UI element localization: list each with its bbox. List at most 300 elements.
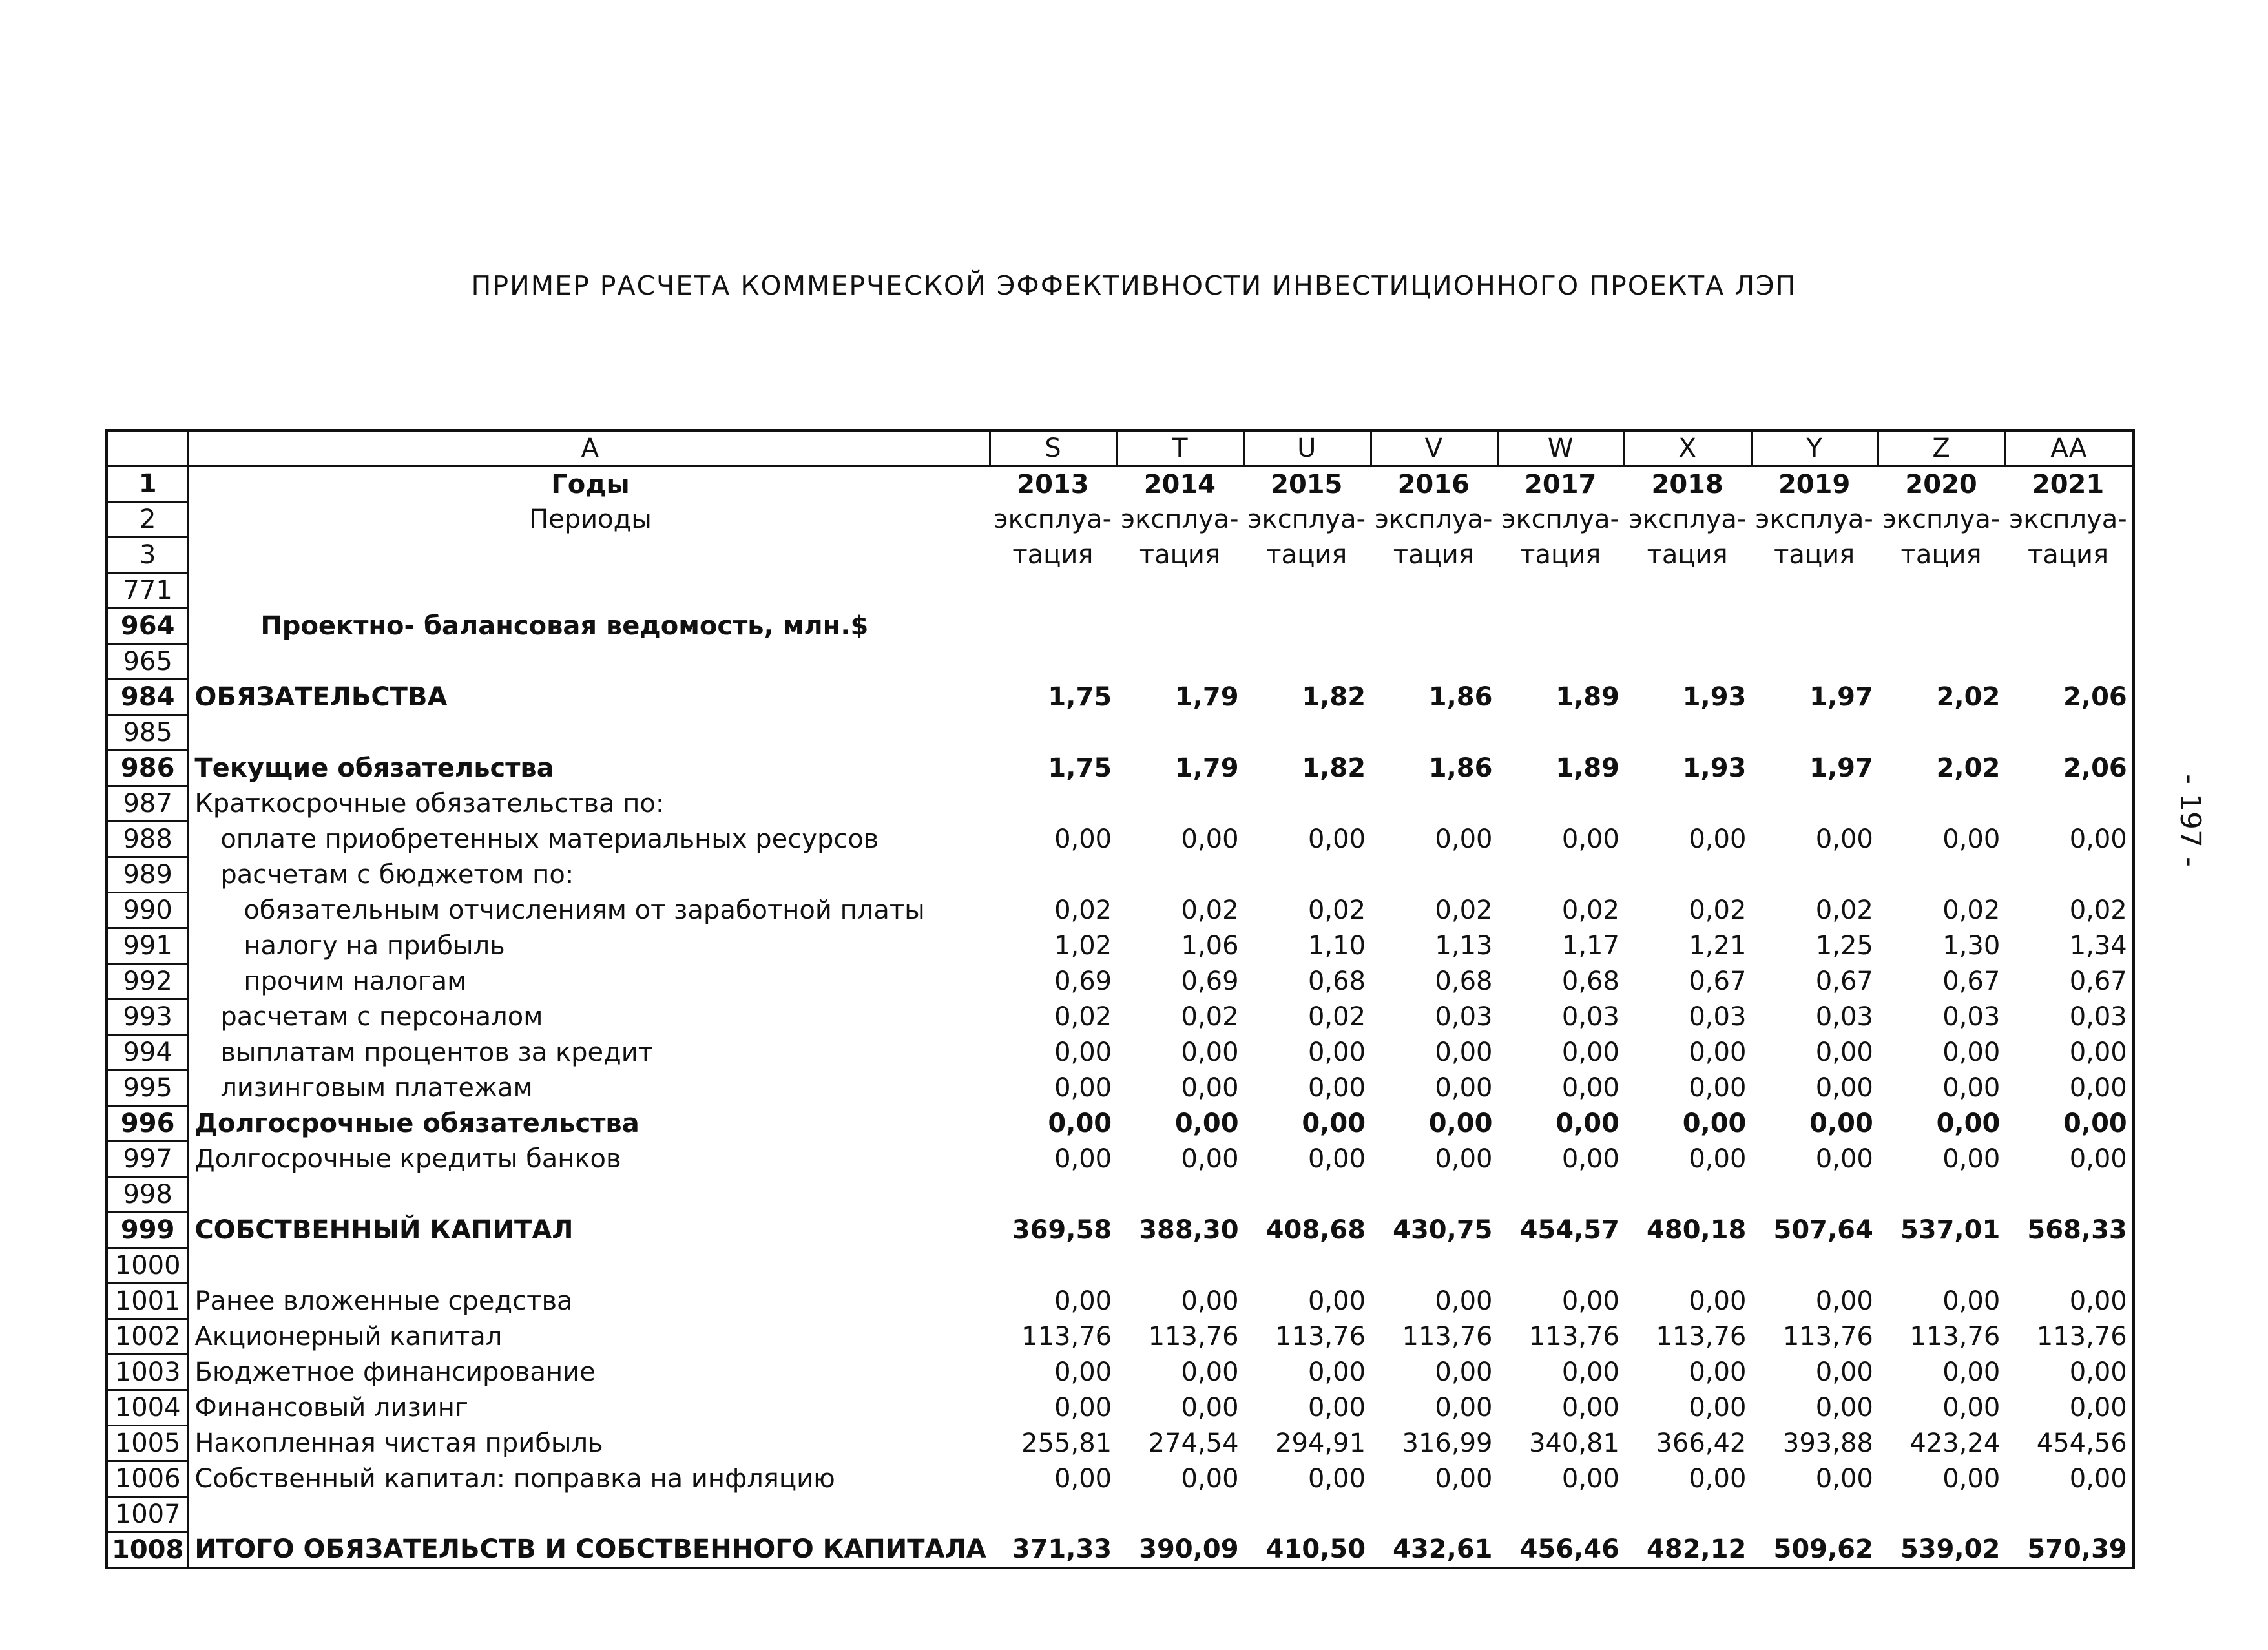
value-cell: 0,00	[1561, 1393, 1619, 1423]
value-cell	[1244, 715, 1371, 751]
value-cell	[1878, 1497, 2005, 1532]
value-cell: 0,00	[1307, 1357, 1366, 1387]
value-cell: 2,06	[2005, 751, 2133, 786]
value-cell: 1,13	[1435, 931, 1493, 961]
value-cell: 0,00	[1942, 1357, 2001, 1387]
column-letter-y: Y	[1751, 430, 1878, 466]
value-cell: 1,79	[1174, 682, 1239, 712]
value-cell	[1497, 857, 1624, 893]
value-cell: тация	[1774, 540, 1855, 570]
row-number: 990	[107, 893, 189, 928]
value-cell: 0,00	[1181, 1393, 1239, 1423]
value-cell: 0,00	[1815, 1038, 1873, 1067]
value-cell: 0,68	[1435, 966, 1493, 996]
value-cell: 0,03	[1689, 1002, 1747, 1032]
row-label: СОБСТВЕННЫЙ КАПИТАЛ	[189, 1213, 990, 1248]
row-label	[189, 715, 990, 751]
value-cell	[1117, 644, 1243, 680]
value-cell: 0,69	[1054, 966, 1112, 996]
value-cell: 0,00	[1689, 824, 1747, 854]
value-cell	[1244, 1248, 1371, 1284]
row-label	[189, 1497, 990, 1532]
value-cell: эксплуа-	[2005, 502, 2133, 538]
row-number: 992	[107, 964, 189, 999]
value-cell	[1625, 1248, 1751, 1284]
value-cell: 0,00	[1435, 824, 1493, 854]
value-cell	[990, 715, 1117, 751]
value-cell	[2005, 786, 2133, 822]
value-cell: 0,02	[1181, 1002, 1239, 1032]
value-cell: тация	[2005, 538, 2133, 573]
value-cell: 113,76	[1528, 1322, 1619, 1352]
value-cell: 2014	[1143, 469, 1216, 499]
column-header-row	[107, 430, 2134, 466]
value-cell: 0,00	[1435, 1464, 1493, 1494]
row-label: лизинговым платежам	[189, 1070, 990, 1106]
row-number: 1006	[107, 1461, 189, 1497]
value-cell: тация	[1266, 540, 1347, 570]
value-cell: 0,03	[1561, 1002, 1619, 1032]
table-row	[107, 786, 2134, 822]
value-cell: 393,88	[1782, 1428, 1873, 1458]
row-label	[189, 1177, 990, 1213]
corner-cell	[107, 430, 189, 466]
row-label: ОБЯЗАТЕЛЬСТВА	[189, 680, 990, 715]
table-row	[107, 538, 2134, 573]
value-cell: 408,68	[1265, 1215, 1366, 1245]
value-cell: 0,00	[1054, 1073, 1112, 1103]
value-cell: тация	[1012, 540, 1094, 570]
value-cell	[1117, 786, 1243, 822]
value-cell: эксплуа-	[1375, 505, 1493, 534]
value-cell: 1,93	[1682, 753, 1747, 783]
value-cell: 0,00	[1435, 1144, 1493, 1174]
value-cell: 0,00	[1054, 1393, 1112, 1423]
table-row	[107, 573, 2134, 609]
value-cell: 0,00	[1689, 1144, 1747, 1174]
value-cell	[1625, 857, 1751, 893]
value-cell: 0,00	[1682, 1109, 1747, 1138]
row-number: 965	[107, 644, 189, 680]
value-cell: 0,00	[1428, 1109, 1493, 1138]
value-cell: 456,46	[1497, 1532, 1624, 1569]
value-cell: 509,62	[1751, 1532, 1878, 1569]
value-cell: 0,00	[1054, 1464, 1112, 1494]
value-cell: 113,76	[1782, 1322, 1873, 1352]
value-cell: 0,00	[1815, 1286, 1873, 1316]
column-letter-s: S	[990, 430, 1117, 466]
row-number: 964	[107, 609, 189, 644]
value-cell	[1625, 644, 1751, 680]
value-cell: 1,21	[1689, 931, 1747, 961]
row-label	[189, 538, 990, 573]
row-number: 1002	[107, 1319, 189, 1355]
value-cell	[1371, 573, 1497, 609]
value-cell: 0,00	[1181, 824, 1239, 854]
table-row	[107, 751, 2134, 786]
value-cell: 1,25	[1815, 931, 1873, 961]
row-label: расчетам с бюджетом по:	[189, 857, 990, 893]
value-cell	[1244, 786, 1371, 822]
value-cell	[1117, 573, 1243, 609]
value-cell: 1,82	[1302, 753, 1366, 783]
value-cell: 0,00	[1555, 1109, 1619, 1138]
row-label: Текущие обязательства	[189, 751, 990, 786]
value-cell	[2005, 1177, 2133, 1213]
value-cell: 539,02	[1878, 1532, 2005, 1569]
column-letter-x: X	[1625, 430, 1751, 466]
value-cell: 0,00	[1689, 1464, 1747, 1494]
value-cell: 0,00	[1815, 1144, 1873, 1174]
value-cell: 432,61	[1371, 1532, 1497, 1569]
row-label: Акционерный капитал	[189, 1319, 990, 1355]
value-cell: тация	[1900, 540, 1982, 570]
row-number: 986	[107, 751, 189, 786]
value-cell	[1625, 609, 1751, 644]
value-cell: 0,00	[1435, 1038, 1493, 1067]
value-cell	[1117, 715, 1243, 751]
value-cell: 507,64	[1773, 1215, 1873, 1245]
row-number: 3	[107, 538, 189, 573]
row-label: расчетам с персоналом	[189, 999, 990, 1035]
value-cell: 0,00	[1181, 1286, 1239, 1316]
value-cell	[1371, 786, 1497, 822]
table-row	[107, 644, 2134, 680]
value-cell: 0,67	[1815, 966, 1873, 996]
value-cell	[1625, 715, 1751, 751]
value-cell	[990, 786, 1117, 822]
value-cell: 0,00	[1942, 1464, 2001, 1494]
value-cell: 316,99	[1402, 1428, 1493, 1458]
value-cell: 0,00	[1942, 1286, 2001, 1316]
value-cell: 0,00	[1689, 1038, 1747, 1067]
value-cell: 0,00	[1435, 1286, 1493, 1316]
value-cell: 0,00	[2005, 822, 2133, 857]
row-label: Периоды	[189, 502, 990, 538]
value-cell	[2005, 715, 2133, 751]
table-row	[107, 1035, 2134, 1070]
value-cell: 113,76	[1656, 1322, 1747, 1352]
row-label: Краткосрочные обязательства по:	[189, 786, 990, 822]
value-cell: 480,18	[1647, 1215, 1747, 1245]
value-cell: 369,58	[1012, 1215, 1112, 1245]
value-cell: 0,00	[2005, 1106, 2133, 1142]
value-cell: 0,00	[1561, 1357, 1619, 1387]
value-cell: 390,09	[1117, 1532, 1243, 1569]
value-cell: тация	[1139, 540, 1220, 570]
value-cell	[1751, 1248, 1878, 1284]
row-label: налогу на прибыль	[189, 928, 990, 964]
table-row	[107, 502, 2134, 538]
value-cell: 0,00	[1435, 1357, 1493, 1387]
value-cell	[1117, 1248, 1243, 1284]
value-cell: 0,00	[1307, 1393, 1366, 1423]
value-cell: 0,00	[1307, 1144, 1366, 1174]
value-cell: 482,12	[1625, 1532, 1751, 1569]
value-cell: 0,00	[1561, 1038, 1619, 1067]
value-cell: 0,00	[1054, 1357, 1112, 1387]
value-cell: эксплуа-	[1121, 505, 1239, 534]
value-cell: 0,00	[1942, 1393, 2001, 1423]
value-cell: 0,00	[1302, 1109, 1366, 1138]
value-cell: 0,00	[1815, 1393, 1873, 1423]
value-cell: эксплуа-	[1882, 505, 2001, 534]
column-letter-v: V	[1371, 430, 1497, 466]
value-cell: 0,00	[1181, 1038, 1239, 1067]
value-cell: 0,00	[1054, 1144, 1112, 1174]
value-cell: эксплуа-	[1628, 505, 1747, 534]
row-number: 987	[107, 786, 189, 822]
value-cell: 0,00	[1942, 1038, 2001, 1067]
value-cell: 0,00	[2005, 1284, 2133, 1319]
value-cell: 274,54	[1148, 1428, 1239, 1458]
row-number: 1001	[107, 1284, 189, 1319]
page-title: ПРИМЕР РАСЧЕТА КОММЕРЧЕСКОЙ ЭФФЕКТИВНОСТИ ИНВЕСТИЦИОННОГО ПРОЕКТА ЛЭП	[471, 270, 1797, 301]
row-number: 1005	[107, 1426, 189, 1461]
table-row	[107, 609, 2134, 644]
value-cell: 388,30	[1139, 1215, 1239, 1245]
value-cell: 0,02	[1181, 895, 1239, 925]
row-label	[189, 1248, 990, 1284]
value-cell	[1878, 644, 2005, 680]
value-cell	[1244, 573, 1371, 609]
row-label: Годы	[189, 466, 990, 502]
value-cell	[1117, 1497, 1243, 1532]
value-cell: 2016	[1397, 469, 1470, 499]
column-letter-z: Z	[1878, 430, 2005, 466]
value-cell: 0,03	[1435, 1002, 1493, 1032]
row-label: Долгосрочные кредиты банков	[189, 1142, 990, 1177]
value-cell: 1,86	[1428, 682, 1493, 712]
value-cell: 0,02	[1307, 895, 1366, 925]
value-cell	[1751, 573, 1878, 609]
value-cell: 1,75	[1048, 753, 1112, 783]
table-row	[107, 466, 2134, 502]
value-cell: тация	[1393, 540, 1474, 570]
value-cell: эксплуа-	[1247, 505, 1366, 534]
value-cell: 0,67	[2005, 964, 2133, 999]
column-letter-t: T	[1117, 430, 1243, 466]
value-cell: тация	[1520, 540, 1601, 570]
value-cell: 113,76	[2005, 1319, 2133, 1355]
value-cell: 0,02	[1689, 895, 1747, 925]
row-label: прочим налогам	[189, 964, 990, 999]
value-cell	[1497, 573, 1624, 609]
value-cell: 1,97	[1809, 682, 1873, 712]
page-number: - 197 -	[2174, 774, 2207, 867]
value-cell: 1,93	[1682, 682, 1747, 712]
table-row	[107, 1532, 2134, 1569]
value-cell: 0,00	[1561, 1144, 1619, 1174]
value-cell: 294,91	[1275, 1428, 1366, 1458]
value-cell: 0,00	[1809, 1109, 1873, 1138]
value-cell: 0,00	[2005, 1035, 2133, 1070]
value-cell	[2005, 609, 2133, 644]
value-cell: эксплуа-	[1501, 505, 1619, 534]
row-label: Бюджетное финансирование	[189, 1355, 990, 1390]
table-row	[107, 1390, 2134, 1426]
value-cell: 454,56	[2005, 1426, 2133, 1461]
row-number: 985	[107, 715, 189, 751]
value-cell: 113,76	[1275, 1322, 1366, 1352]
table-row	[107, 1497, 2134, 1532]
row-label: оплате приобретенных материальных ресурсов	[189, 822, 990, 857]
value-cell: 0,67	[1942, 966, 2001, 996]
value-cell: 410,50	[1244, 1532, 1371, 1569]
value-cell: 0,02	[1307, 1002, 1366, 1032]
table-row	[107, 1426, 2134, 1461]
value-cell: 0,00	[1054, 1038, 1112, 1067]
value-cell: 340,81	[1528, 1428, 1619, 1458]
value-cell	[1371, 1497, 1497, 1532]
value-cell	[1117, 857, 1243, 893]
value-cell: 113,76	[1021, 1322, 1112, 1352]
value-cell: 1,89	[1555, 682, 1619, 712]
value-cell	[1371, 644, 1497, 680]
value-cell	[1244, 644, 1371, 680]
row-number: 993	[107, 999, 189, 1035]
value-cell	[990, 644, 1117, 680]
row-number: 997	[107, 1142, 189, 1177]
row-label	[189, 644, 990, 680]
value-cell: 0,02	[1435, 895, 1493, 925]
table-row	[107, 999, 2134, 1035]
value-cell	[990, 1248, 1117, 1284]
value-cell: 2019	[1778, 469, 1851, 499]
value-cell: 2,02	[1936, 682, 2001, 712]
value-cell: 0,68	[1561, 966, 1619, 996]
value-cell: 0,00	[1307, 1464, 1366, 1494]
row-number: 2	[107, 502, 189, 538]
table-row	[107, 1461, 2134, 1497]
value-cell	[1878, 609, 2005, 644]
row-number: 1004	[107, 1390, 189, 1426]
value-cell	[1497, 715, 1624, 751]
value-cell: 0,00	[1689, 1357, 1747, 1387]
value-cell: 0,02	[1942, 895, 2001, 925]
value-cell	[1497, 1248, 1624, 1284]
row-number: 1008	[107, 1532, 189, 1569]
value-cell: 0,00	[1307, 1286, 1366, 1316]
value-cell	[1751, 1497, 1878, 1532]
column-letter-u: U	[1244, 430, 1371, 466]
row-label: Долгосрочные обязательства	[189, 1106, 990, 1142]
row-label: Проектно- балансовая ведомость, млн.$	[189, 609, 990, 644]
value-cell	[1497, 1497, 1624, 1532]
value-cell	[1878, 715, 2005, 751]
value-cell: 0,00	[1936, 1109, 2001, 1138]
value-cell: 2017	[1524, 469, 1597, 499]
row-number: 771	[107, 573, 189, 609]
value-cell: 568,33	[2005, 1213, 2133, 1248]
row-label: Ранее вложенные средства	[189, 1284, 990, 1319]
value-cell: 0,00	[1942, 824, 2001, 854]
value-cell	[1371, 1248, 1497, 1284]
value-cell: 0,00	[1048, 1109, 1112, 1138]
value-cell: 1,97	[1809, 753, 1873, 783]
value-cell: 0,00	[2005, 1390, 2133, 1426]
value-cell	[1244, 1177, 1371, 1213]
value-cell: 2018	[1651, 469, 1723, 499]
value-cell: 0,03	[1815, 1002, 1873, 1032]
value-cell: 0,03	[1942, 1002, 2001, 1032]
value-cell: 1,86	[1428, 753, 1493, 783]
value-cell: 0,03	[2005, 999, 2133, 1035]
value-cell	[1878, 1177, 2005, 1213]
value-cell: 113,76	[1402, 1322, 1493, 1352]
value-cell	[1751, 857, 1878, 893]
value-cell	[1371, 609, 1497, 644]
value-cell: 366,42	[1656, 1428, 1747, 1458]
value-cell: 0,02	[1054, 1002, 1112, 1032]
value-cell	[2005, 1497, 2133, 1532]
table-row	[107, 1070, 2134, 1106]
value-cell: 0,00	[2005, 1070, 2133, 1106]
value-cell	[1497, 1177, 1624, 1213]
value-cell: 2020	[1905, 469, 1977, 499]
value-cell: 2021	[2005, 466, 2133, 502]
value-cell: 0,00	[1307, 1073, 1366, 1103]
table-row	[107, 1319, 2134, 1355]
value-cell	[1625, 786, 1751, 822]
table-row	[107, 1142, 2134, 1177]
value-cell: 113,76	[1909, 1322, 2001, 1352]
table-row	[107, 715, 2134, 751]
column-letter-aa: AA	[2005, 430, 2133, 466]
row-number: 999	[107, 1213, 189, 1248]
table-row	[107, 1355, 2134, 1390]
row-number: 1003	[107, 1355, 189, 1390]
value-cell: 454,57	[1519, 1215, 1619, 1245]
value-cell: 1,02	[1054, 931, 1112, 961]
value-cell: 1,79	[1174, 753, 1239, 783]
value-cell: эксплуа-	[1755, 505, 1873, 534]
value-cell: 0,00	[2005, 1142, 2133, 1177]
row-label: Финансовый лизинг	[189, 1390, 990, 1426]
value-cell	[1751, 786, 1878, 822]
value-cell: 0,69	[1181, 966, 1239, 996]
value-cell	[990, 1177, 1117, 1213]
column-letter-a: A	[189, 430, 990, 466]
row-number: 984	[107, 680, 189, 715]
value-cell: 0,00	[1181, 1073, 1239, 1103]
value-cell	[1497, 609, 1624, 644]
value-cell: 0,02	[1561, 895, 1619, 925]
row-number: 988	[107, 822, 189, 857]
value-cell	[2005, 644, 2133, 680]
table-row	[107, 857, 2134, 893]
value-cell	[990, 609, 1117, 644]
value-cell: 0,00	[1181, 1144, 1239, 1174]
value-cell	[1625, 1497, 1751, 1532]
value-cell	[1878, 1248, 2005, 1284]
value-cell: 570,39	[2005, 1532, 2133, 1569]
value-cell: 2015	[1271, 469, 1343, 499]
value-cell: 0,00	[1942, 1144, 2001, 1174]
value-cell: 1,89	[1555, 753, 1619, 783]
value-cell: 371,33	[990, 1532, 1117, 1569]
value-cell: 0,00	[1181, 1357, 1239, 1387]
value-cell	[990, 1497, 1117, 1532]
value-cell: 0,68	[1307, 966, 1366, 996]
value-cell: 1,10	[1307, 931, 1366, 961]
value-cell: 0,00	[1054, 1286, 1112, 1316]
value-cell: 1,34	[2005, 928, 2133, 964]
value-cell	[1751, 609, 1878, 644]
table-row	[107, 1106, 2134, 1142]
value-cell: 2,02	[1936, 753, 2001, 783]
value-cell: 113,76	[1148, 1322, 1239, 1352]
